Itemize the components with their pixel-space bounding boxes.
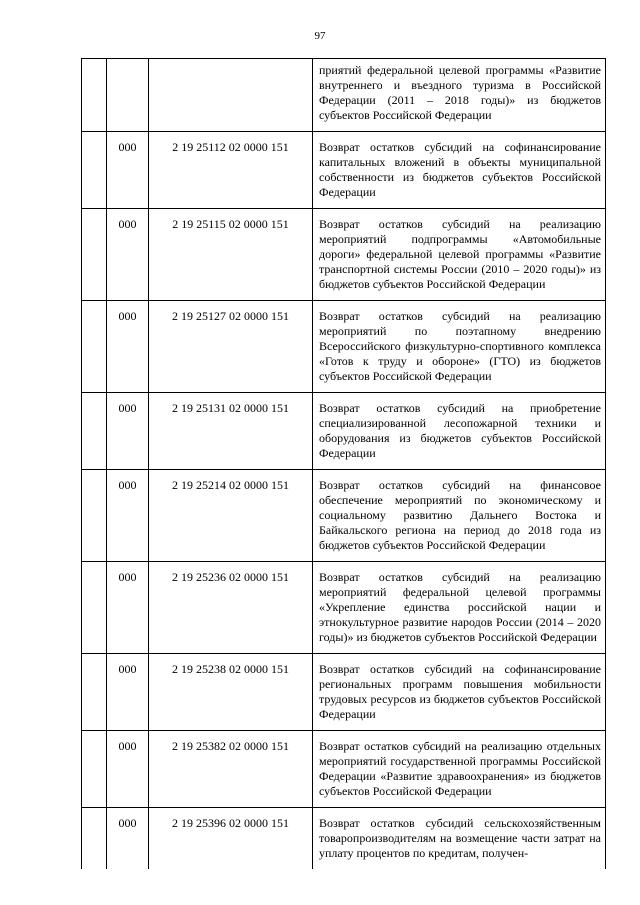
budget-code-cell: 2 19 25112 02 0000 151: [149, 132, 313, 209]
blank-cell: [82, 654, 107, 731]
description-text: Возврат остатков субсидий на софинансирование капитальных вложений в объекты муниципальной собственности из бюджетов субъектов Российской Федерации: [319, 140, 601, 199]
budget-code-cell: 2 19 25214 02 0000 151: [149, 470, 313, 562]
budget-code-cell: 2 19 25236 02 0000 151: [149, 562, 313, 654]
budget-code-cell: 2 19 25131 02 0000 151: [149, 393, 313, 470]
description-cell: [313, 209, 606, 301]
admin-code-cell: 000: [107, 393, 149, 470]
description-text: Возврат остатков субсидий на приобретение специализированной лесопожарной техники и оборудования из бюджетов субъектов Российской Федерации: [319, 401, 601, 460]
budget-code-cell: 2 19 25382 02 0000 151: [149, 731, 313, 808]
admin-code-cell: 000: [107, 731, 149, 808]
description-text: Возврат остатков субсидий на реализацию мероприятий по поэтапному внедрению Всероссийского физкультурно-спортивного комплекса «Готов к труду и обороне» (ГТО) из бюджетов субъектов Российской Федерации: [319, 309, 601, 383]
table-row: [82, 731, 606, 808]
admin-code-cell: [107, 59, 149, 132]
table-row: [82, 301, 606, 393]
admin-code-cell: 000: [107, 562, 149, 654]
admin-code-cell: 000: [107, 301, 149, 393]
table-row: [82, 59, 606, 132]
admin-code-cell: 000: [107, 470, 149, 562]
table-row: [82, 209, 606, 301]
budget-code-cell: 2 19 25396 02 0000 151: [149, 808, 313, 870]
budget-code-cell: 2 19 25115 02 0000 151: [149, 209, 313, 301]
table-row: [82, 393, 606, 470]
table-row: [82, 808, 606, 870]
description-text: Возврат остатков субсидий на реализацию мероприятий подпрограммы «Автомобильные дороги» федеральной целевой программы «Развитие транспортной системы России (2010 – 2020 годы)» из бюджетов субъектов Российской Федерации: [319, 217, 601, 291]
description-cell: [313, 393, 606, 470]
blank-cell: [82, 132, 107, 209]
blank-cell: [82, 301, 107, 393]
table-row: [82, 562, 606, 654]
description-cell: [313, 562, 606, 654]
page-number: 97: [314, 30, 326, 42]
blank-cell: [82, 808, 107, 870]
blank-cell: [82, 59, 107, 132]
description-cell: [313, 731, 606, 808]
description-cell: [313, 59, 606, 132]
description-cell: [313, 654, 606, 731]
description-cell: [313, 470, 606, 562]
budget-code-cell: [149, 59, 313, 132]
description-cell: [313, 132, 606, 209]
blank-cell: [82, 209, 107, 301]
description-text: Возврат остатков субсидий на реализацию отдельных мероприятий государственной программы Российской Федерации «Развитие здравоохранения» из бюджетов субъектов Российской Федерации: [319, 739, 601, 798]
table-row: [82, 470, 606, 562]
budget-code-cell: 2 19 25238 02 0000 151: [149, 654, 313, 731]
blank-cell: [82, 393, 107, 470]
blank-cell: [82, 731, 107, 808]
admin-code-cell: 000: [107, 654, 149, 731]
budget-code-cell: 2 19 25127 02 0000 151: [149, 301, 313, 393]
blank-cell: [82, 470, 107, 562]
admin-code-cell: 000: [107, 808, 149, 870]
description-text: приятий федеральной целевой программы «Развитие внутреннего и въездного туризма в Российской Федерации (2011 – 2018 годы)» из бюджетов субъектов Российской Федерации: [319, 63, 601, 122]
description-cell: [313, 301, 606, 393]
table-row: [82, 654, 606, 731]
table-row: [82, 132, 606, 209]
description-text: Возврат остатков субсидий сельскохозяйственным товаропроизводителям на возмещение части затрат на уплату процентов по кредитам, получен-: [319, 816, 601, 860]
description-text: Возврат остатков субсидий на финансовое обеспечение мероприятий по экономическому и социальному развитию Дальнего Востока и Байкальского региона на период до 2018 года из бюджетов субъектов Российской Федерации: [319, 478, 601, 552]
description-text: Возврат остатков субсидий на реализацию мероприятий федеральной целевой программы «Укрепление единства российской нации и этнокультурное развитие народов России (2014 – 2020 годы)» из бюджетов субъектов Российской Федерации: [319, 570, 601, 644]
description-cell: [313, 808, 606, 870]
admin-code-cell: 000: [107, 132, 149, 209]
budget-table: [81, 58, 606, 869]
admin-code-cell: 000: [107, 209, 149, 301]
description-text: Возврат остатков субсидий на софинансирование региональных программ повышения мобильности трудовых ресурсов из бюджетов субъектов Российской Федерации: [319, 662, 601, 721]
blank-cell: [82, 562, 107, 654]
